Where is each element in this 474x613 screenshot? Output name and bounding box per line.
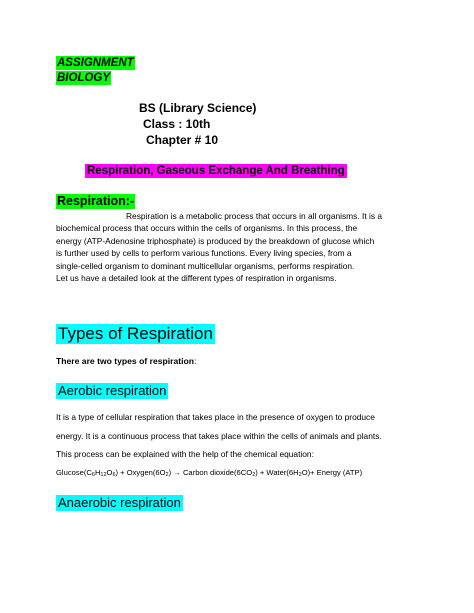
paragraph-line: energy (ATP-Adenosine triphosphate) is produced by the breakdown of glucose which: [56, 235, 375, 246]
equation-text: ) + Water(6H: [255, 468, 299, 477]
equation-subscript: 2: [165, 472, 169, 478]
assignment-label: ASSIGNMENT: [57, 57, 134, 69]
paragraph-line: This process can be explained with the help of the chemical equation:: [56, 449, 314, 459]
equation-text: ) + Oxygen(6O: [115, 468, 166, 477]
equation-text: ) → Carbon dioxide(6CO: [168, 468, 253, 477]
equation-subscript: 6: [91, 472, 95, 478]
equation-text: H: [94, 468, 101, 477]
equation-subscript: 6: [112, 472, 116, 478]
anaerobic-heading: Anaerobic respiration: [58, 495, 181, 510]
paragraph-line: biochemical process that occurs within the cells of organisms. In this process, the: [56, 223, 358, 234]
types-intro-bold: There are two types of respiration: [56, 356, 195, 366]
equation-subscript: 2: [298, 472, 302, 478]
chapter-title: Respiration, Gaseous Exchange And Breathing: [87, 165, 345, 177]
paragraph-line: Let us have a detailed look at the different types of respiration in organisms.: [56, 273, 337, 284]
paragraph-line: Respiration is a metabolic process that occurs in all organisms. It is a: [126, 211, 383, 221]
aerobic-equation: [56, 468, 362, 480]
equation-subscript: 12: [100, 472, 107, 478]
subject-label: BIOLOGY: [57, 72, 111, 84]
respiration-heading: Respiration:-: [57, 194, 135, 208]
aerobic-paragraph: [56, 408, 426, 464]
paragraph-line: single-celled organism to dominant multicellular organisms, performs respiration.: [56, 260, 355, 271]
aerobic-heading: Aerobic respiration: [58, 383, 167, 398]
equation-text: Glucose(C: [56, 468, 92, 477]
program-label: BS (Library Science): [139, 101, 257, 115]
paragraph-line: is further used by cells to perform various functions. Every living species, from a: [56, 248, 352, 259]
paragraph-line: It is a type of cellular respiration that takes place in the presence of oxygen to produce: [56, 412, 375, 422]
types-heading: Types of Respiration: [58, 324, 213, 343]
class-label: Class : 10th: [143, 117, 211, 131]
types-intro: [56, 356, 196, 367]
equation-text: O: [106, 468, 113, 477]
respiration-paragraph: [56, 210, 426, 284]
chapter-label: Chapter # 10: [146, 133, 219, 147]
types-intro-tail: :: [194, 356, 197, 366]
paragraph-line: energy. It is a continuous process that takes place within the cells of animals and plants.: [56, 430, 382, 441]
equation-text: O)+ Energy (ATP): [301, 468, 363, 477]
equation-subscript: 2: [252, 472, 256, 478]
